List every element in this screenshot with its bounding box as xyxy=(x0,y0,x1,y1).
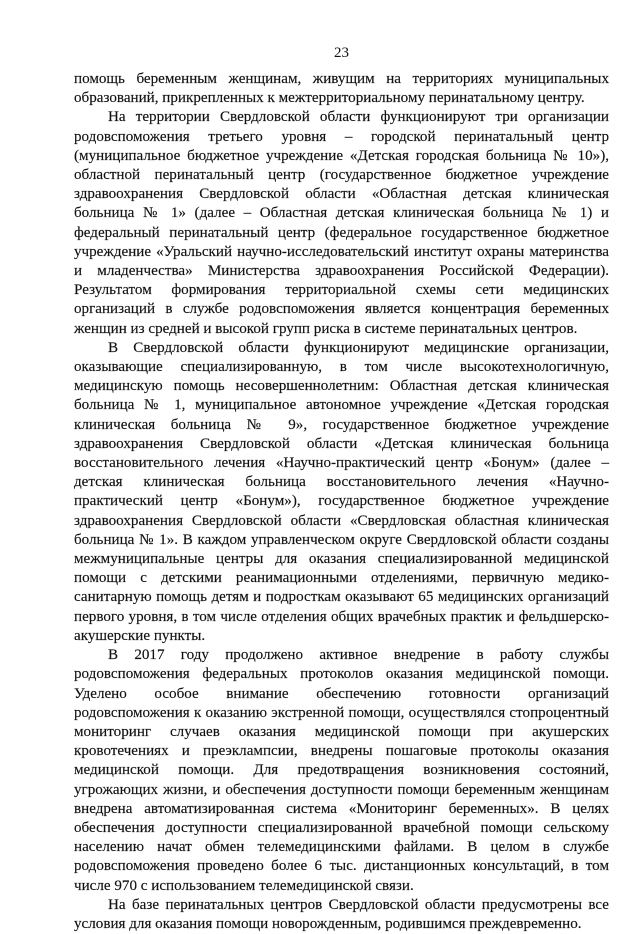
paragraph-pediatric-care: В Свердловской области функционируют медицинские организации, оказывающие специализированную, в том числе высокотехнологичную, медицинскую помощь несовершеннолетним: Областная детская клиническая больница № 1, муниципальное автономное учреждение «Детская городская клиническая больница № 9», государственное бюджетное учреждение здравоохранения Свердловской области «Детская клиническая больница восстановительного лечения «Научно-практический центр «Бонум» (далее – детская клиническая больница восстановительного лечения «Научно-практический центр «Бонум»), государственное бюджетное учреждение здравоохранения Свердловской области «Свердловская областная клиническая больница № 1». В каждом управленческом округе Свердловской области созданы межмуниципальные центры для оказания специализированной медицинской помощи с детскими реанимационными отделениями, первичную медико-санитарную помощь детям и подросткам оказывают 65 медицинских организаций первого уровня, в том числе отделения общих врачебных практик и фельдшерско-акушерские пункты. xyxy=(74,339,609,644)
paragraph-protocols-2017: В 2017 году продолжено активное внедрение в работу службы родовспоможения федеральных протоколов оказания медицинской помощи. Уделено особое внимание обеспечению готовности организаций родовспоможения к оказанию экстренной помощи, осуществлялся стопроцентный мониторинг случаев оказания медицинской помощи при акушерских кровотечениях и преэклампсии, внедрены пошаговые протоколы оказания медицинской помощи. Для предотвращения возникновения состояний, угрожающих жизни, и обеспечения доступности помощи беременным женщинам внедрена автоматизированная система «Мониторинг беременных». В целях обеспечения доступности специализированной врачебной помощи сельскому населению начат обмен телемедицинскими файлами. В целом в службе родовспоможения проведено более 6 тыс. дистанционных консультаций, в том числе 970 с использованием телемедицинской связи. xyxy=(74,647,609,894)
paragraph-continuation: помощь беременным женщинам, живущим на территориях муниципальных образований, прикрепленных к межтерриториальному перинатальному центру. xyxy=(74,71,609,107)
paragraph-perinatal-centers: На базе перинатальных центров Свердловской области предусмотрены все условия для оказания помощи новорожденным, родившимся преждевременно. xyxy=(74,896,609,932)
paragraph-obstetric-organizations: На территории Свердловской области функционируют три организации родовспоможения третьего уровня – городской перинатальный центр (муниципальное бюджетное учреждение «Детская городская больница № 10»), областной перинатальный центр (государственное бюджетное учреждение здравоохранения Свердловской области «Областная детская клиническая больница № 1» (далее – Областная детская клиническая больница № 1) и федеральный перинатальный центр (федеральное государственное бюджетное учреждение «Уральский научно-исследовательский институт охраны материнства и младенчества» Министерства здравоохранения Российской Федерации). Результатом формирования территориальной схемы сети медицинских организаций в службе родовспоможения является концентрация беременных женщин из средней и высокой групп риска в системе перинатальных центров. xyxy=(74,109,609,337)
page-number: 23 xyxy=(334,45,349,61)
